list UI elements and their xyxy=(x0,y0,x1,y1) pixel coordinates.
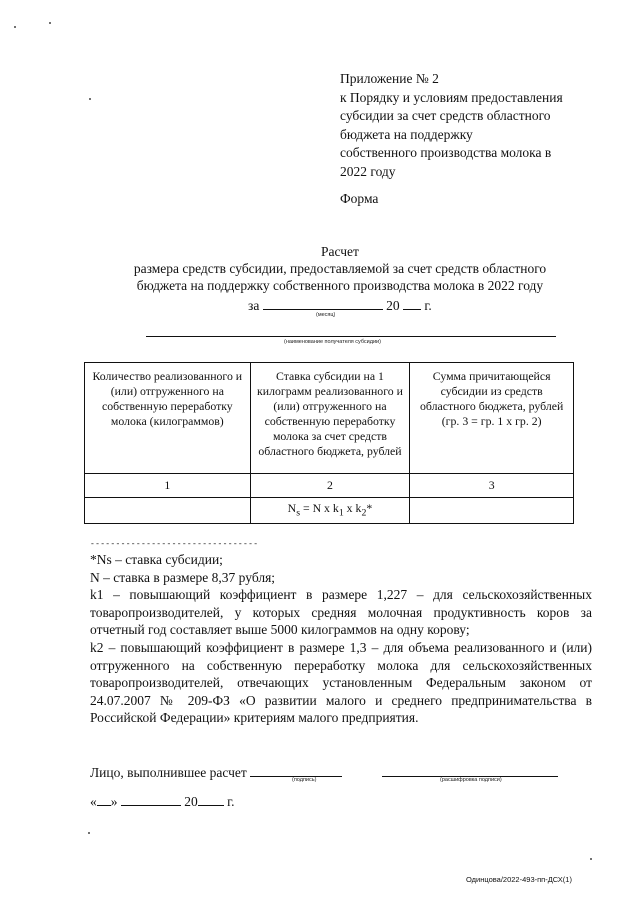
title-line: бюджета на поддержку собственного производства молока в 2022 году xyxy=(136,278,544,293)
document-code: Одинцова/2022-493-пп-ДСХ(1) xyxy=(466,875,572,884)
sign-hint: (подпись) xyxy=(292,777,317,783)
date-row xyxy=(90,792,235,810)
table-formula-row xyxy=(85,498,574,524)
table-header-cell: Количество реализованного и (или) отгруженного на собственную переработку молока (килограммов) xyxy=(85,363,251,474)
table-header-row xyxy=(85,363,574,474)
footnotes xyxy=(90,551,592,727)
formula-cell xyxy=(250,498,410,524)
date-year-suffix: г. xyxy=(227,794,235,809)
date-year-prefix: 20 xyxy=(184,794,198,809)
month-field[interactable] xyxy=(263,296,383,310)
formula-text: x k xyxy=(343,501,362,515)
table-header-cell: Ставка субсидии на 1 килограмм реализованного и (или) отгруженного на собственную переработку молока за счет средств областного бюджета, рублей xyxy=(250,363,410,474)
table-cell: 1 xyxy=(85,474,251,498)
table-header-cell: Сумма причитающейся субсидии из средств областного бюджета, рублей (гр. 3 = гр. 1 x гр. 2) xyxy=(410,363,574,474)
formula-text: * xyxy=(366,501,373,515)
form-label: Форма xyxy=(340,191,379,206)
signature-field[interactable] xyxy=(250,763,342,777)
scan-mark xyxy=(590,858,592,860)
day-field[interactable] xyxy=(97,792,111,806)
period-line xyxy=(248,296,432,314)
scan-mark xyxy=(88,832,90,834)
year-suffix: г. xyxy=(424,298,432,313)
appendix-block xyxy=(340,70,610,181)
note-ns: *Ns – ставка субсидии; xyxy=(90,552,223,567)
title-line: размера средств субсидии, предоставляемой за счет средств областного xyxy=(133,261,547,276)
formula-text: = N x k xyxy=(300,501,339,515)
table-cell-empty[interactable] xyxy=(410,498,574,524)
recipient-hint: (наименование получателя субсидии) xyxy=(284,339,381,345)
scan-mark xyxy=(49,22,51,24)
quote-close: » xyxy=(110,794,118,809)
year-field[interactable] xyxy=(403,296,421,310)
table-cell: 3 xyxy=(410,474,574,498)
signature-decode-field[interactable] xyxy=(382,763,558,777)
za-label: за xyxy=(248,298,260,313)
formula-text: N xyxy=(287,501,297,515)
decode-hint: (расшифровка подписи) xyxy=(440,777,502,783)
appendix-line: 2022 году xyxy=(340,163,396,179)
appendix-line: собственного производства молока в xyxy=(340,145,552,160)
formula-sub: 2 xyxy=(361,507,367,519)
formula-sub: s xyxy=(296,507,301,519)
note-k2: k2 – повышающий коэффициент в размере 1,3 – для объема реализованного и (или) отгруженного на собственную переработку молока для сельскохозяйственных товаропроизводителей, отвечающих установленным Федеральным законом от 24.07.2007 № 209-ФЗ «О развитии малого и среднего предпринимательства в Российской Федерации» критериям малого предприятия. xyxy=(90,639,592,726)
calculation-table xyxy=(84,362,574,524)
appendix-line: бюджета на поддержку xyxy=(340,126,473,142)
appendix-line: к Порядку и условиям предоставления xyxy=(340,89,563,105)
note-n: N – ставка в размере 8,37 рубля; xyxy=(90,569,276,585)
recipient-field[interactable] xyxy=(146,336,556,337)
appendix-line: Приложение № 2 xyxy=(340,71,439,86)
note-k1: k1 – повышающий коэффициент в размере 1,227 – для сельскохозяйственных товаропроизводителей, у которых средняя молочная продуктивность коров за отчетный год составляет выше 5000 килограммов на одну корову; xyxy=(90,587,592,638)
table-cell-empty[interactable] xyxy=(85,498,251,524)
document-title xyxy=(80,243,600,294)
table-cell: 2 xyxy=(250,474,410,498)
scan-mark xyxy=(89,98,91,100)
month-hint: (месяц) xyxy=(316,312,336,318)
date-month-field[interactable] xyxy=(121,792,181,806)
scan-mark xyxy=(14,26,16,28)
signature-label: Лицо, выполнившее расчет xyxy=(90,765,247,780)
footnote-separator: --------------------------------- xyxy=(90,540,259,549)
formula-sub: 1 xyxy=(338,507,344,519)
title-heading: Расчет xyxy=(321,244,359,259)
appendix-line: субсидии за счет средств областного xyxy=(340,108,551,123)
year-prefix: 20 xyxy=(386,298,400,313)
quote-open: « xyxy=(90,794,97,809)
table-number-row xyxy=(85,474,574,498)
date-year-field[interactable] xyxy=(198,792,224,806)
